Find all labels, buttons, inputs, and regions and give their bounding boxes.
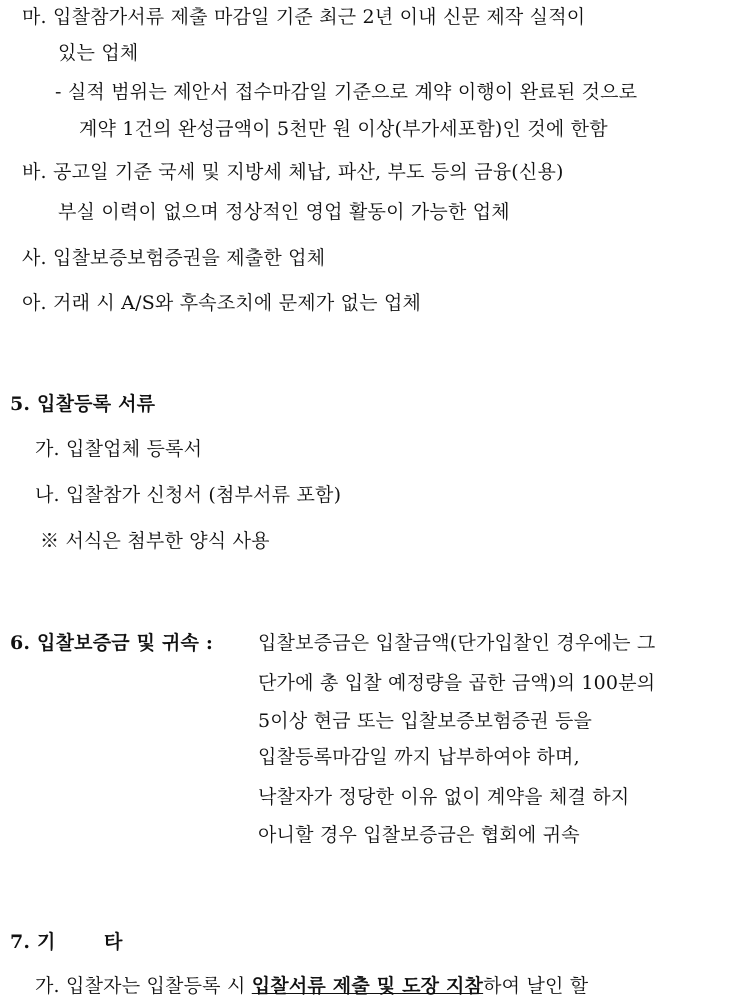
sec6-line1: 입찰보증금은 입찰금액(단가입찰인 경우에는 그 bbox=[258, 632, 656, 654]
criteria-ma-sub-line2: 계약 1건의 완성금액이 5천만 원 이상(부가세포함)인 것에 한함 bbox=[79, 118, 608, 140]
section-7-heading-tail: 타 bbox=[104, 931, 123, 953]
criteria-ma-line1: 마. 입찰참가서류 제출 마감일 기준 최근 2년 이내 신문 제작 실적이 bbox=[22, 6, 586, 28]
sec5-note: ※ 서식은 첨부한 양식 사용 bbox=[40, 530, 270, 552]
sec6-line3: 5이상 현금 또는 입찰보증보험증권 등을 bbox=[258, 710, 593, 732]
sec5-item-na: 나. 입찰참가 신청서 (첨부서류 포함) bbox=[35, 484, 342, 506]
section-6-heading: 6. 입찰보증금 및 귀속 : bbox=[10, 632, 214, 654]
sec6-line5: 낙찰자가 정당한 이유 없이 계약을 체결 하지 bbox=[258, 786, 630, 808]
criteria-ma-line2: 있는 업체 bbox=[58, 42, 139, 64]
sec6-line4: 입찰등록마감일 까지 납부하여야 하며, bbox=[258, 746, 580, 768]
sec5-item-ga: 가. 입찰업체 등록서 bbox=[35, 438, 203, 460]
sec6-line6: 아니할 경우 입찰보증금은 협회에 귀속 bbox=[258, 824, 580, 846]
section-5-heading: 5. 입찰등록 서류 bbox=[10, 393, 156, 415]
sec7-item-ga bbox=[35, 973, 588, 999]
criteria-sa: 사. 입찰보증보험증권을 제출한 업체 bbox=[22, 247, 326, 269]
criteria-ma-sub-line1: - 실적 범위는 제안서 접수마감일 기준으로 계약 이행이 완료된 것으로 bbox=[55, 81, 638, 103]
criteria-ba-line2: 부실 이력이 없으며 정상적인 영업 활동이 가능한 업체 bbox=[58, 201, 510, 223]
criteria-a: 아. 거래 시 A/S와 후속조치에 문제가 없는 업체 bbox=[22, 292, 422, 314]
sec7-item-ga-post: 하여 날인 할 bbox=[483, 975, 589, 997]
sec7-item-ga-emphasis: 입찰서류 제출 및 도장 지참 bbox=[251, 975, 484, 997]
sec7-item-ga-pre: 가. 입찰자는 입찰등록 시 bbox=[35, 975, 252, 997]
criteria-ba-line1: 바. 공고일 기준 국세 및 지방세 체납, 파산, 부도 등의 금융(신용) bbox=[22, 161, 564, 183]
section-7-heading-num: 7. 기 bbox=[10, 931, 56, 953]
sec6-line2: 단가에 총 입찰 예정량을 곱한 금액)의 100분의 bbox=[258, 672, 656, 694]
